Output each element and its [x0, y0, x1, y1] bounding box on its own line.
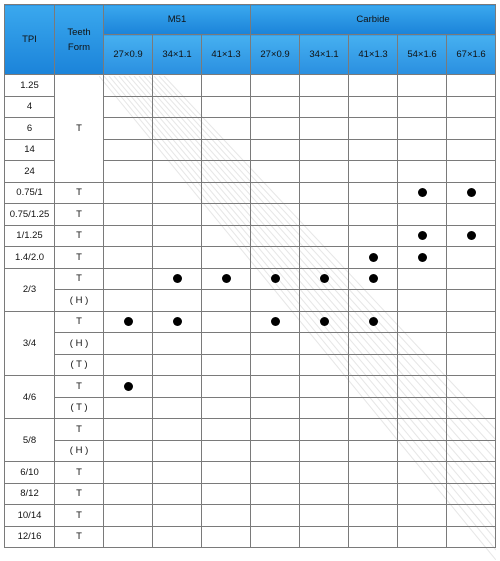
- header-teeth-form-line1: Teeth: [67, 26, 91, 38]
- availability-cell: [398, 75, 447, 97]
- availability-cell: [104, 75, 153, 97]
- blade-spec-table: [4, 4, 496, 548]
- table-row: [5, 354, 496, 376]
- availability-cell: [104, 397, 153, 419]
- availability-cell: [398, 204, 447, 226]
- availability-cell: [300, 268, 349, 290]
- tpi-cell: 0.75/1: [5, 182, 55, 204]
- availability-cell: [251, 526, 300, 548]
- availability-cell: [300, 440, 349, 462]
- availability-cell: [251, 333, 300, 355]
- availability-dot-icon: [369, 317, 378, 326]
- availability-cell: [202, 118, 251, 140]
- availability-dot-icon: [369, 253, 378, 262]
- table-row: [5, 204, 496, 226]
- availability-cell: [349, 75, 398, 97]
- availability-cell: [153, 505, 202, 527]
- teeth-form-cell: ( H ): [55, 333, 104, 355]
- availability-cell: [104, 419, 153, 441]
- availability-cell: [398, 182, 447, 204]
- availability-cell: [104, 462, 153, 484]
- availability-cell: [202, 333, 251, 355]
- availability-cell: [300, 225, 349, 247]
- availability-cell: [447, 376, 496, 398]
- availability-cell: [202, 139, 251, 161]
- availability-cell: [300, 419, 349, 441]
- header-size: 27×0.9: [104, 35, 153, 75]
- availability-cell: [153, 204, 202, 226]
- table-row: [5, 462, 496, 484]
- availability-cell: [202, 397, 251, 419]
- availability-cell: [398, 333, 447, 355]
- availability-cell: [300, 462, 349, 484]
- tpi-cell: 1/1.25: [5, 225, 55, 247]
- availability-cell: [398, 139, 447, 161]
- availability-cell: [349, 118, 398, 140]
- header-size: 34×1.1: [300, 35, 349, 75]
- availability-cell: [104, 526, 153, 548]
- tpi-cell: 8/12: [5, 483, 55, 505]
- table-row: [5, 333, 496, 355]
- availability-cell: [447, 419, 496, 441]
- availability-cell: [349, 505, 398, 527]
- availability-cell: [447, 96, 496, 118]
- table-row: [5, 268, 496, 290]
- availability-cell: [447, 182, 496, 204]
- availability-cell: [202, 204, 251, 226]
- availability-cell: [251, 139, 300, 161]
- availability-cell: [300, 247, 349, 269]
- availability-cell: [398, 225, 447, 247]
- availability-cell: [251, 118, 300, 140]
- tpi-cell: 4/6: [5, 376, 55, 419]
- availability-cell: [349, 161, 398, 183]
- table-row: [5, 419, 496, 441]
- table-row: [5, 247, 496, 269]
- availability-cell: [153, 268, 202, 290]
- table-row: [5, 526, 496, 548]
- availability-cell: [251, 290, 300, 312]
- availability-cell: [349, 204, 398, 226]
- availability-cell: [447, 333, 496, 355]
- availability-cell: [447, 139, 496, 161]
- availability-cell: [202, 161, 251, 183]
- availability-cell: [251, 440, 300, 462]
- teeth-form-cell: T: [55, 268, 104, 290]
- availability-cell: [349, 376, 398, 398]
- header-group-carbide: Carbide: [251, 5, 496, 35]
- availability-cell: [300, 75, 349, 97]
- availability-cell: [349, 483, 398, 505]
- availability-cell: [300, 354, 349, 376]
- availability-cell: [153, 333, 202, 355]
- availability-cell: [251, 225, 300, 247]
- availability-cell: [251, 161, 300, 183]
- availability-cell: [349, 96, 398, 118]
- availability-dot-icon: [369, 274, 378, 283]
- availability-cell: [153, 526, 202, 548]
- availability-dot-icon: [320, 274, 329, 283]
- availability-cell: [202, 182, 251, 204]
- table-row: [5, 483, 496, 505]
- availability-cell: [202, 505, 251, 527]
- availability-cell: [300, 376, 349, 398]
- availability-cell: [104, 96, 153, 118]
- availability-cell: [300, 290, 349, 312]
- availability-cell: [398, 526, 447, 548]
- availability-cell: [447, 290, 496, 312]
- availability-cell: [104, 161, 153, 183]
- availability-cell: [202, 354, 251, 376]
- availability-dot-icon: [467, 188, 476, 197]
- availability-cell: [300, 483, 349, 505]
- availability-cell: [153, 311, 202, 333]
- availability-cell: [104, 483, 153, 505]
- availability-cell: [447, 462, 496, 484]
- availability-cell: [398, 505, 447, 527]
- availability-dot-icon: [173, 274, 182, 283]
- teeth-form-cell: ( T ): [55, 397, 104, 419]
- availability-cell: [104, 268, 153, 290]
- availability-cell: [447, 354, 496, 376]
- availability-cell: [104, 247, 153, 269]
- availability-cell: [398, 354, 447, 376]
- availability-cell: [251, 483, 300, 505]
- availability-cell: [398, 483, 447, 505]
- tpi-cell: 10/14: [5, 505, 55, 527]
- table-body: [5, 75, 496, 548]
- availability-cell: [349, 526, 398, 548]
- availability-cell: [398, 290, 447, 312]
- availability-cell: [104, 118, 153, 140]
- teeth-form-cell: T: [55, 483, 104, 505]
- availability-cell: [300, 204, 349, 226]
- availability-cell: [251, 462, 300, 484]
- availability-cell: [153, 483, 202, 505]
- tpi-cell: 1.25: [5, 75, 55, 97]
- availability-cell: [153, 419, 202, 441]
- availability-cell: [153, 161, 202, 183]
- availability-cell: [349, 311, 398, 333]
- availability-dot-icon: [418, 231, 427, 240]
- availability-cell: [104, 225, 153, 247]
- header-teeth-form-line2: Form: [67, 41, 91, 53]
- tpi-cell: 6/10: [5, 462, 55, 484]
- availability-cell: [447, 161, 496, 183]
- availability-cell: [104, 311, 153, 333]
- availability-cell: [398, 268, 447, 290]
- availability-cell: [104, 204, 153, 226]
- availability-cell: [202, 96, 251, 118]
- availability-cell: [349, 290, 398, 312]
- availability-cell: [251, 204, 300, 226]
- availability-cell: [349, 333, 398, 355]
- availability-cell: [300, 397, 349, 419]
- header-size: 41×1.3: [349, 35, 398, 75]
- availability-cell: [349, 182, 398, 204]
- availability-cell: [104, 440, 153, 462]
- availability-cell: [398, 440, 447, 462]
- availability-cell: [104, 505, 153, 527]
- header-group-m51: M51: [104, 5, 251, 35]
- availability-cell: [202, 268, 251, 290]
- availability-cell: [300, 182, 349, 204]
- availability-dot-icon: [418, 253, 427, 262]
- availability-cell: [300, 139, 349, 161]
- header-size: 34×1.1: [153, 35, 202, 75]
- availability-cell: [202, 247, 251, 269]
- availability-cell: [349, 419, 398, 441]
- tpi-cell: 14: [5, 139, 55, 161]
- availability-cell: [251, 75, 300, 97]
- availability-dot-icon: [124, 382, 133, 391]
- availability-cell: [251, 354, 300, 376]
- availability-cell: [251, 376, 300, 398]
- availability-cell: [398, 397, 447, 419]
- tpi-cell: 12/16: [5, 526, 55, 548]
- availability-cell: [153, 354, 202, 376]
- availability-cell: [349, 225, 398, 247]
- table-row: [5, 225, 496, 247]
- availability-cell: [300, 526, 349, 548]
- availability-cell: [104, 376, 153, 398]
- availability-cell: [398, 96, 447, 118]
- availability-cell: [153, 462, 202, 484]
- table-row: [5, 376, 496, 398]
- availability-cell: [153, 182, 202, 204]
- tpi-cell: 4: [5, 96, 55, 118]
- availability-cell: [398, 161, 447, 183]
- availability-cell: [349, 397, 398, 419]
- availability-cell: [251, 419, 300, 441]
- availability-cell: [300, 161, 349, 183]
- teeth-form-cell: T: [55, 505, 104, 527]
- availability-cell: [153, 225, 202, 247]
- availability-cell: [104, 354, 153, 376]
- availability-cell: [251, 247, 300, 269]
- teeth-form-cell: T: [55, 225, 104, 247]
- availability-cell: [202, 419, 251, 441]
- availability-cell: [251, 182, 300, 204]
- header-teeth-form: [55, 5, 104, 75]
- availability-cell: [202, 526, 251, 548]
- availability-cell: [447, 225, 496, 247]
- availability-cell: [447, 311, 496, 333]
- availability-cell: [447, 505, 496, 527]
- availability-cell: [349, 139, 398, 161]
- availability-cell: [349, 354, 398, 376]
- availability-dot-icon: [320, 317, 329, 326]
- table-row: [5, 75, 496, 97]
- availability-cell: [104, 139, 153, 161]
- availability-cell: [447, 247, 496, 269]
- availability-cell: [251, 96, 300, 118]
- availability-dot-icon: [222, 274, 231, 283]
- availability-cell: [202, 483, 251, 505]
- tpi-cell: 0.75/1.25: [5, 204, 55, 226]
- tpi-cell: 24: [5, 161, 55, 183]
- availability-cell: [202, 290, 251, 312]
- availability-cell: [398, 247, 447, 269]
- availability-cell: [153, 118, 202, 140]
- availability-cell: [447, 483, 496, 505]
- teeth-form-cell: ( H ): [55, 290, 104, 312]
- availability-cell: [202, 75, 251, 97]
- availability-dot-icon: [124, 317, 133, 326]
- table-row: [5, 311, 496, 333]
- availability-cell: [153, 290, 202, 312]
- teeth-form-cell: T: [55, 419, 104, 441]
- availability-dot-icon: [173, 317, 182, 326]
- availability-cell: [153, 397, 202, 419]
- availability-cell: [447, 204, 496, 226]
- availability-cell: [398, 118, 447, 140]
- availability-cell: [349, 247, 398, 269]
- availability-dot-icon: [467, 231, 476, 240]
- availability-dot-icon: [418, 188, 427, 197]
- table-row: [5, 182, 496, 204]
- availability-cell: [104, 290, 153, 312]
- availability-dot-icon: [271, 274, 280, 283]
- availability-cell: [349, 462, 398, 484]
- table-row: [5, 505, 496, 527]
- tpi-cell: 6: [5, 118, 55, 140]
- availability-cell: [153, 376, 202, 398]
- teeth-form-cell: ( H ): [55, 440, 104, 462]
- teeth-form-cell: T: [55, 311, 104, 333]
- availability-cell: [202, 376, 251, 398]
- availability-cell: [300, 311, 349, 333]
- availability-cell: [202, 311, 251, 333]
- header-size: 67×1.6: [447, 35, 496, 75]
- availability-cell: [202, 225, 251, 247]
- availability-cell: [447, 526, 496, 548]
- tpi-cell: 2/3: [5, 268, 55, 311]
- table-row: [5, 440, 496, 462]
- teeth-form-cell: T: [55, 204, 104, 226]
- teeth-form-cell: T: [55, 182, 104, 204]
- availability-cell: [349, 440, 398, 462]
- teeth-form-cell: T: [55, 462, 104, 484]
- header-size: 54×1.6: [398, 35, 447, 75]
- availability-cell: [251, 505, 300, 527]
- availability-cell: [251, 397, 300, 419]
- availability-cell: [104, 182, 153, 204]
- availability-cell: [251, 268, 300, 290]
- availability-cell: [398, 311, 447, 333]
- availability-cell: [447, 268, 496, 290]
- availability-cell: [251, 311, 300, 333]
- availability-cell: [447, 440, 496, 462]
- availability-cell: [398, 376, 447, 398]
- table-row: [5, 290, 496, 312]
- tpi-cell: 5/8: [5, 419, 55, 462]
- tpi-cell: 3/4: [5, 311, 55, 376]
- header-tpi: TPI: [5, 5, 55, 75]
- availability-cell: [202, 462, 251, 484]
- availability-cell: [447, 75, 496, 97]
- teeth-form-cell: T: [55, 376, 104, 398]
- availability-cell: [398, 462, 447, 484]
- availability-cell: [300, 96, 349, 118]
- header-size: 27×0.9: [251, 35, 300, 75]
- availability-cell: [398, 419, 447, 441]
- teeth-form-cell: T: [55, 75, 104, 183]
- teeth-form-cell: T: [55, 247, 104, 269]
- availability-cell: [153, 139, 202, 161]
- availability-cell: [153, 75, 202, 97]
- availability-cell: [300, 505, 349, 527]
- availability-cell: [447, 118, 496, 140]
- header-size: 41×1.3: [202, 35, 251, 75]
- availability-cell: [153, 96, 202, 118]
- availability-cell: [300, 333, 349, 355]
- availability-cell: [349, 268, 398, 290]
- availability-cell: [202, 440, 251, 462]
- tpi-cell: 1.4/2.0: [5, 247, 55, 269]
- availability-cell: [153, 247, 202, 269]
- availability-cell: [104, 333, 153, 355]
- availability-dot-icon: [271, 317, 280, 326]
- availability-cell: [300, 118, 349, 140]
- availability-cell: [153, 440, 202, 462]
- teeth-form-cell: ( T ): [55, 354, 104, 376]
- availability-cell: [447, 397, 496, 419]
- teeth-form-cell: T: [55, 526, 104, 548]
- table-row: [5, 397, 496, 419]
